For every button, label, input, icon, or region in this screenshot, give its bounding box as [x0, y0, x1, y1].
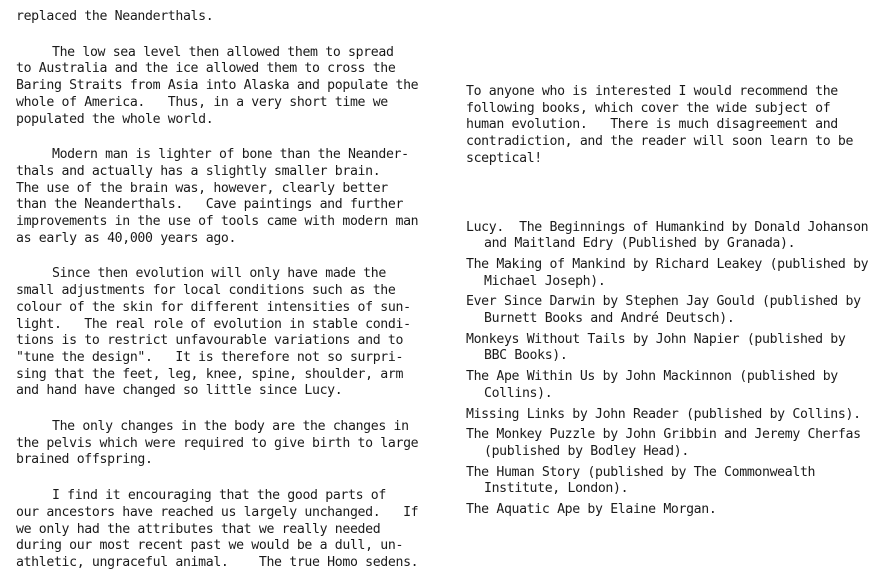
reference-item: [466, 427, 891, 460]
text-line: human evolution. There is much disagreement and: [466, 117, 838, 133]
reference-item: [466, 407, 891, 424]
reference-item: [466, 332, 891, 365]
reference-item: [466, 257, 891, 290]
text-line: The only changes in the body are the changes in: [52, 419, 409, 435]
left-column: [16, 9, 446, 572]
reference-item: [466, 465, 891, 498]
text-line: To anyone who is interested I would recommend the: [466, 84, 838, 99]
text-line: I find it encouraging that the good parts of: [52, 488, 386, 504]
reference-line: (published by Bodley Head).: [484, 443, 689, 459]
reference-line: BBC Books).: [484, 348, 568, 364]
paragraph-encouraging: [16, 488, 446, 572]
reference-line: Michael Joseph).: [484, 273, 606, 289]
reference-line: The Human Story (published by The Commonwealth: [466, 464, 816, 480]
paragraph-modern-man: [16, 147, 446, 247]
reference-item: [466, 294, 891, 327]
reference-line: Monkeys Without Tails by John Napier (published by: [466, 331, 846, 347]
reference-line: and Maitland Edry (Published by Granada).: [484, 236, 796, 252]
text-line: improvements in the use of tools came with modern man: [16, 214, 419, 230]
reference-line: Collins).: [484, 385, 553, 401]
paragraph-continuation: [16, 9, 446, 26]
text-line: Since then evolution will only have made the: [52, 266, 386, 282]
text-line: populated the whole world.: [16, 111, 214, 127]
paragraph-sea-level: [16, 45, 446, 129]
text-line: Modern man is lighter of bone than the Neander-: [52, 147, 409, 163]
text-line: as early as 40,000 years ago.: [16, 230, 237, 246]
text-line: than the Neanderthals. Cave paintings and further: [16, 197, 404, 213]
reference-item: [466, 369, 891, 402]
text-line: we only had the attributes that we really needed: [16, 521, 381, 537]
text-line: athletic, ungraceful animal. The true Homo sedens.: [16, 554, 419, 570]
paragraph-pelvis: [16, 419, 446, 469]
reference-line: The Aquatic Ape by Elaine Morgan.: [466, 502, 717, 518]
reference-line: The Ape Within Us by John Mackinnon (published by: [466, 369, 838, 385]
text-line: the pelvis which were required to give birth to large: [16, 435, 419, 451]
text-line: following books, which cover the wide subject of: [466, 100, 831, 116]
text-line: small adjustments for local conditions such as the: [16, 283, 396, 299]
text-line: our ancestors have reached us largely unchanged. If: [16, 504, 419, 520]
reference-line: Institute, London).: [484, 481, 629, 497]
text-line: sceptical!: [466, 150, 542, 166]
text-line: thals and actually has a slightly smaller brain.: [16, 163, 381, 179]
text-line: light. The real role of evolution in stable condi-: [16, 316, 411, 332]
reference-item: [466, 220, 891, 253]
reference-line: Burnett Books and André Deutsch).: [484, 311, 735, 327]
text-line: colour of the skin for different intensities of sun-: [16, 299, 411, 315]
text-line: "tune the design". It is therefore not so surpri-: [16, 349, 404, 365]
text-line: and hand have changed so little since Lucy.: [16, 383, 343, 399]
text-line: whole of America. Thus, in a very short time we: [16, 94, 388, 110]
paragraph-evolution: [16, 266, 446, 400]
text-line: contradiction, and the reader will soon learn to be: [466, 134, 854, 150]
text-line: The low sea level then allowed them to spread: [52, 44, 394, 60]
reference-list: [466, 220, 891, 519]
text-line: sing that the feet, leg, knee, spine, shoulder, arm: [16, 366, 404, 382]
reference-line: The Making of Mankind by Richard Leakey (published by: [466, 256, 869, 272]
reference-item: [466, 502, 891, 519]
reference-line: Missing Links by John Reader (published by Collins).: [466, 406, 861, 422]
text-line: Baring Straits from Asia into Alaska and populate the: [16, 78, 419, 94]
reference-line: The Monkey Puzzle by John Gribbin and Jeremy Cherfas: [466, 427, 861, 443]
reading-intro: [466, 84, 891, 168]
reference-line: Lucy. The Beginnings of Humankind by Donald Johanson: [466, 219, 869, 235]
text-line: replaced the Neanderthals.: [16, 9, 214, 24]
text-line: tions is to restrict unfavourable variations and to: [16, 333, 404, 349]
text-line: brained offspring.: [16, 452, 153, 468]
text-line: during our most recent past we would be a dull, un-: [16, 538, 404, 554]
text-line: The use of the brain was, however, clearly better: [16, 180, 388, 196]
right-column: [466, 84, 891, 523]
reference-line: Ever Since Darwin by Stephen Jay Gould (published by: [466, 294, 861, 310]
text-line: to Australia and the ice allowed them to cross the: [16, 61, 396, 77]
